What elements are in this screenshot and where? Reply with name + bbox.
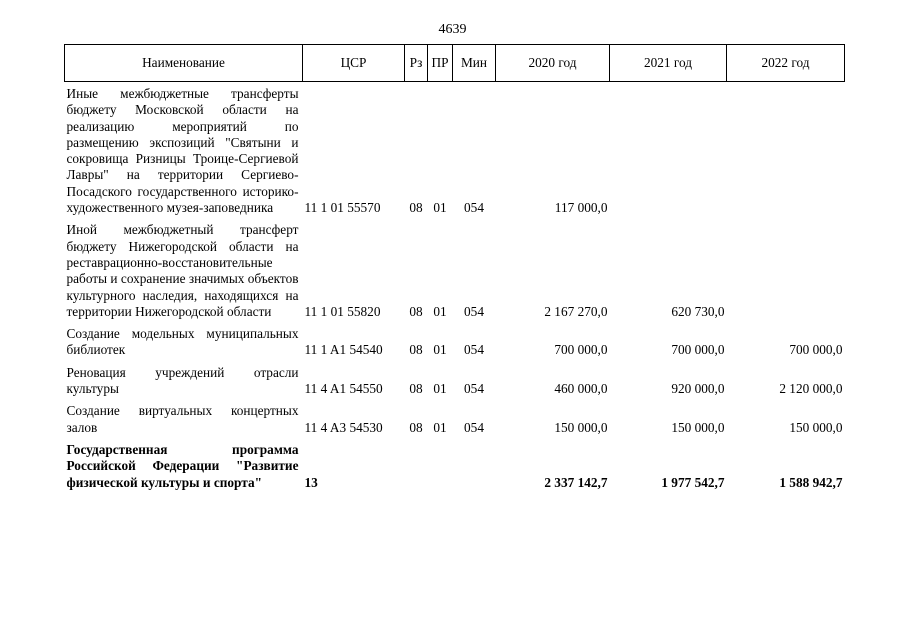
row-rz: 08 [409, 342, 423, 358]
row-2022 [727, 216, 845, 320]
header-pr: ПР [428, 45, 453, 82]
row-2021 [610, 82, 727, 217]
row-pr: 01 [433, 419, 447, 435]
table-body [65, 82, 845, 491]
header-rz: Рз [405, 45, 428, 82]
row-2020: 2 167 270,0 [544, 303, 608, 319]
row-name: Создание виртуальных концертных залов [66, 403, 299, 435]
row-csr: 11 4 A3 54530 [304, 419, 383, 435]
table-row [65, 397, 845, 436]
row-2020: 117 000,0 [554, 200, 608, 216]
row-2022: 2 120 000,0 [779, 381, 843, 397]
row-2021: 1 977 542,7 [661, 474, 725, 490]
header-year-2022: 2022 год [727, 45, 845, 82]
row-2022: 1 588 942,7 [779, 474, 843, 490]
row-name: Создание модельных муниципальных библиотек [66, 326, 299, 358]
row-2020: 460 000,0 [554, 381, 608, 397]
row-rz: 08 [409, 381, 423, 397]
row-pr: 01 [433, 342, 447, 358]
row-2021: 920 000,0 [671, 381, 725, 397]
row-name: Реновация учреждений отрасли культуры [66, 364, 299, 397]
row-name: Иные межбюджетные трансферты бюджету Московской области на реализацию мероприятий по размещению экспозиций "Святыни и сокровища Ризницы Троице-Сергиевой Лавры" на территории Сергиево-Посадского государственного историко-художественного музея-заповедника [66, 86, 299, 216]
row-name: Иной межбюджетный трансферт бюджету Нижегородской области на реставрационно-восстановительные работы и сохранение значимых объектов культурного наследия, находящихся на территории Нижегородской области [66, 222, 299, 319]
row-pr: 01 [433, 303, 447, 319]
row-csr: 13 [304, 474, 318, 490]
row-min: 054 [464, 419, 484, 435]
header-year-2021: 2021 год [610, 45, 727, 82]
row-2021: 620 730,0 [671, 303, 725, 319]
header-min: Мин [453, 45, 496, 82]
table-row [65, 82, 845, 217]
page-number: 4639 [438, 22, 467, 37]
table-row [65, 320, 845, 359]
row-2022: 150 000,0 [789, 419, 843, 435]
table-row-program [65, 436, 845, 491]
row-pr [428, 436, 453, 491]
row-2021: 150 000,0 [671, 419, 725, 435]
table-header [65, 45, 845, 82]
row-2022 [727, 82, 845, 217]
header-name: Наименование [65, 45, 303, 82]
row-csr: 11 1 A1 54540 [304, 342, 383, 358]
row-min [453, 436, 496, 491]
row-pr: 01 [433, 200, 447, 216]
row-pr: 01 [433, 381, 447, 397]
row-rz [405, 436, 428, 491]
row-min: 054 [464, 381, 484, 397]
row-2020: 150 000,0 [554, 419, 608, 435]
row-csr: 11 1 01 55820 [304, 303, 381, 319]
row-csr: 11 4 A1 54550 [304, 381, 383, 397]
row-2021: 700 000,0 [671, 342, 725, 358]
row-min: 054 [464, 200, 484, 216]
table-row [65, 359, 845, 398]
header-row [65, 45, 845, 82]
budget-table [64, 44, 845, 491]
header-year-2020: 2020 год [496, 45, 610, 82]
row-rz: 08 [409, 303, 423, 319]
row-min: 054 [464, 303, 484, 319]
row-min: 054 [464, 342, 484, 358]
row-2022: 700 000,0 [789, 342, 843, 358]
table-row [65, 216, 845, 320]
row-name: Государственная программа Российской Федерации "Развитие физической культуры и спорта" [66, 441, 299, 490]
row-2020: 2 337 142,7 [544, 474, 608, 490]
row-csr: 11 1 01 55570 [304, 200, 381, 216]
header-csr: ЦСР [303, 45, 405, 82]
row-rz: 08 [409, 419, 423, 435]
row-rz: 08 [409, 200, 423, 216]
row-2020: 700 000,0 [554, 342, 608, 358]
